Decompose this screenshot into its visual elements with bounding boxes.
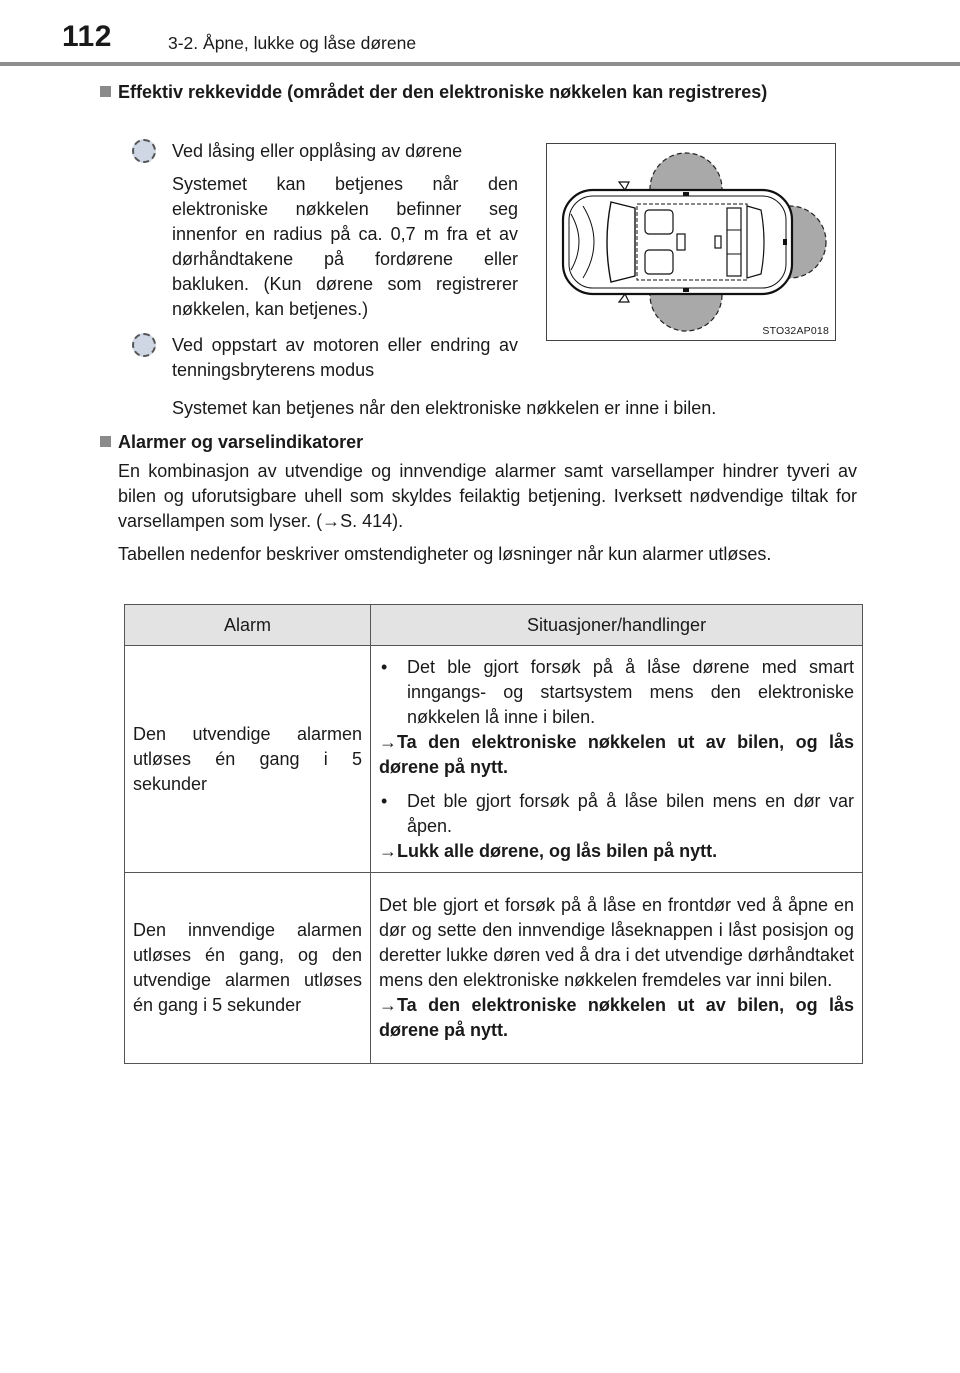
situation-cell — [371, 646, 863, 873]
action-text: →Lukk alle dørene, og lås bilen på nytt. — [379, 840, 718, 861]
item1-title: Ved låsing eller opplåsing av dørene — [172, 141, 463, 161]
table-row — [125, 873, 863, 1064]
action-text: →Ta den elektroniske nøkkelen ut av bilen, og lås dørene på nytt. — [379, 731, 854, 777]
chapter-title: 3-2. Åpne, lukke og låse dørene — [168, 33, 417, 53]
item2-title: Ved oppstart av motoren eller endring av tenningsbryterens modus — [172, 335, 518, 380]
arrow-icon: → — [322, 511, 341, 531]
section-heading-text: Effektiv rekkevidde (området der den elektroniske nøkkelen kan registreres) — [118, 82, 768, 102]
circle-marker-icon — [132, 139, 156, 163]
figure-code: STO32AP018 — [762, 325, 829, 337]
section-heading-text: Alarmer og varselindikatorer — [118, 432, 364, 452]
action-text: →Ta den elektroniske nøkkelen ut av bilen, og lås dørene på nytt. — [379, 995, 854, 1040]
alarms-intro-paragraph: En kombinasjon av utvendige og innvendige alarmer samt varsellamper hindrer tyveri av bilen og uforutsigbare uhell som skyldes feilaktig betjening. Iverksett nødvendige tiltak for varsellampen som lyser. (→S. 414). — [118, 461, 857, 531]
circle-marker-icon — [132, 333, 156, 357]
section-heading-range — [100, 80, 858, 105]
detection-range-figure — [546, 143, 836, 341]
alarm-table — [124, 604, 863, 1064]
arrow-icon: → — [379, 995, 397, 1015]
item1-body: Systemet kan betjenes når den elektroniske nøkkelen befinner seg innenfor en radius på ca. 0,7 m fra et av dørhåndtakene på fordørene eller bakluken. (Kun dørene som registrerer nøkkelen, kan betjenes.) — [172, 174, 518, 319]
alarm-cell: Den utvendige alarmen utløses én gang i 5 sekunder — [125, 646, 371, 873]
door-handle-icon — [783, 239, 787, 245]
arrow-icon: → — [379, 731, 397, 752]
situation-item: • Det ble gjort forsøk på å låse bilen mens en dør var åpen. — [379, 789, 854, 839]
section-heading-alarms — [100, 430, 858, 455]
item2-body: Systemet kan betjenes når den elektroniske nøkkelen er inne i bilen. — [172, 398, 717, 418]
car-top-view-illustration — [547, 144, 834, 339]
alarm-cell: Den innvendige alarmen utløses én gang, og den utvendige alarmen utløses én gang i 5 sekunder — [125, 873, 371, 1064]
column-header-situations: Situasjoner/handlinger — [371, 605, 863, 646]
square-bullet-icon — [100, 436, 111, 447]
table-row — [125, 646, 863, 873]
bullet-icon: • — [381, 790, 388, 811]
situation-text: Det ble gjort et forsøk på å låse en frontdør ved å åpne en dør og sette den innvendige låseknappen i låst posisjon og deretter lukke døren ved å dra i det utvendige dørhåndtaket mens den elektroniske nøkkelen fremdeles var inni bilen. — [379, 895, 854, 990]
situation-cell — [371, 873, 863, 1064]
page-header — [0, 0, 960, 66]
table-intro-paragraph: Tabellen nedenfor beskriver omstendigheter og løsninger når kun alarmer utløses. — [118, 544, 772, 564]
column-header-alarm: Alarm — [125, 605, 371, 646]
arrow-icon: → — [379, 840, 397, 861]
bullet-icon: • — [381, 656, 388, 677]
door-handle-icon — [683, 192, 689, 196]
table-header-row — [125, 605, 863, 646]
page-number: 112 — [62, 20, 112, 53]
header-rule — [0, 62, 960, 66]
situation-item: • Det ble gjort forsøk på å låse dørene med smart inngangs- og startsystem mens den elektroniske nøkkelen lå inne i bilen. — [379, 655, 854, 730]
door-handle-icon — [683, 288, 689, 292]
square-bullet-icon — [100, 86, 111, 97]
